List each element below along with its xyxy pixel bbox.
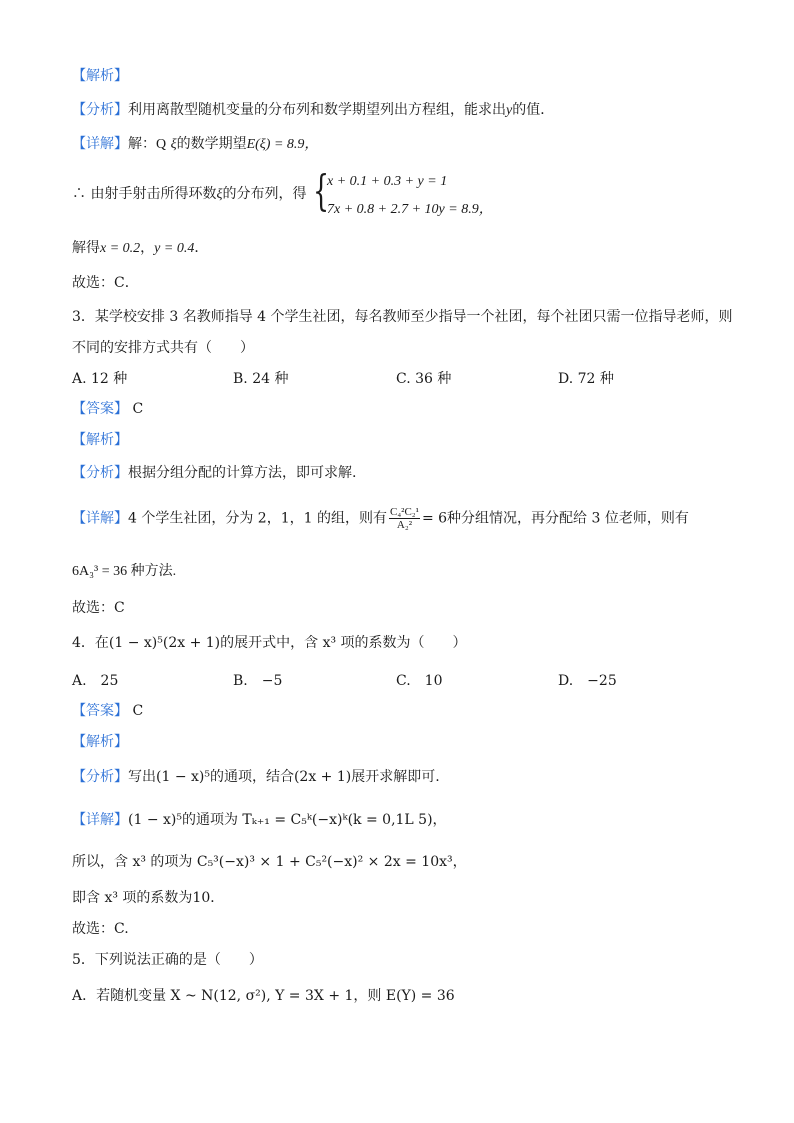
q3-text-line2: 不同的安排方式共有（ ） <box>72 340 254 356</box>
therefore-text: ∴ 由射手射击所得环数ξ的分布列，得 <box>72 186 307 202</box>
q3-fraction: $\frac{\text{C₄²C₂¹}}{\text{A₂²}}$ <box>389 506 419 531</box>
q3-option-c: C. 36 种 <box>396 371 452 387</box>
equation-2: 7x + 0.8 + 2.7 + 10y = 8.9， <box>327 202 493 217</box>
q3-jiexi: 【解析】 <box>72 432 128 448</box>
brace-symbol: { <box>313 166 330 215</box>
q3-detail-2: 6A₃³ = 36 种方法. <box>72 564 177 579</box>
q4-detail: 【详解】(1 − x)⁵的通项为 Tₖ₊₁ = C₅ᵏ(−x)ᵏ(k = 0,1L 5)， <box>72 812 447 828</box>
q3-option-b: B. 24 种 <box>233 371 289 387</box>
q4-choose: 故选：C. <box>72 921 129 937</box>
q4-so: 所以，含 x³ 的项为 C₅³(−x)³ × 1 + C₅²(−x)² × 2x = 10x³， <box>72 854 467 870</box>
q4-text: 4．在(1 − x)⁵(2x + 1)的展开式中，含 x³ 项的系数为（ ） <box>72 635 467 651</box>
equation-1: x + 0.1 + 0.3 + y = 1 <box>327 174 448 189</box>
q4-option-c: C. 10 <box>396 673 443 689</box>
q3-text-line1: 3．某学校安排 3 名教师指导 4 个学生社团，每名教师至少指导一个社团，每个社团只需一位指导老师，则 <box>72 309 733 325</box>
q3-option-d: D. 72 种 <box>558 371 614 387</box>
q5-text: 5．下列说法正确的是（ ） <box>72 952 263 968</box>
q5-option-a: A．若随机变量 X ~ N(12, σ²), Y = 3X + 1，则 E(Y) = 36 <box>72 988 455 1004</box>
q4-analysis: 【分析】写出(1 − x)⁵的通项，结合(2x + 1)展开求解即可. <box>72 769 440 785</box>
choose-line: 故选：C． <box>72 275 139 291</box>
q4-answer: 【答案】 C <box>72 703 144 719</box>
q4-option-b: B. −5 <box>233 673 283 689</box>
solution-line: 解得x = 0.2，y = 0.4． <box>72 240 209 256</box>
q4-conclude: 即含 x³ 项的系数为10． <box>72 890 225 906</box>
q4-option-d: D. −25 <box>558 673 617 689</box>
q4-jiexi: 【解析】 <box>72 734 128 750</box>
q3-analysis: 【分析】根据分组分配的计算方法，即可求解. <box>72 465 357 481</box>
q3-choose: 故选：C <box>72 600 125 616</box>
q3-option-a: A. 12 种 <box>72 371 128 387</box>
q3-answer: 【答案】 C <box>72 401 144 417</box>
analysis-line: 【分析】利用离散型随机变量的分布列和数学期望列出方程组，能求出y的值． <box>72 102 555 118</box>
q3-detail: 【详解】4 个学生社团，分为 2，1，1 的组，则有 $\frac{\text{C₄²C₂¹}}{\text{A₂²}}$ = 6种分组情况，再分配给 3 位老师，则有 <box>72 506 689 531</box>
detail-line: 【详解】解：Q ξ的数学期望E(ξ) = 8.9， <box>72 136 319 152</box>
q4-option-a: A. 25 <box>72 673 119 689</box>
section-jiexi: 【解析】 <box>72 68 128 84</box>
